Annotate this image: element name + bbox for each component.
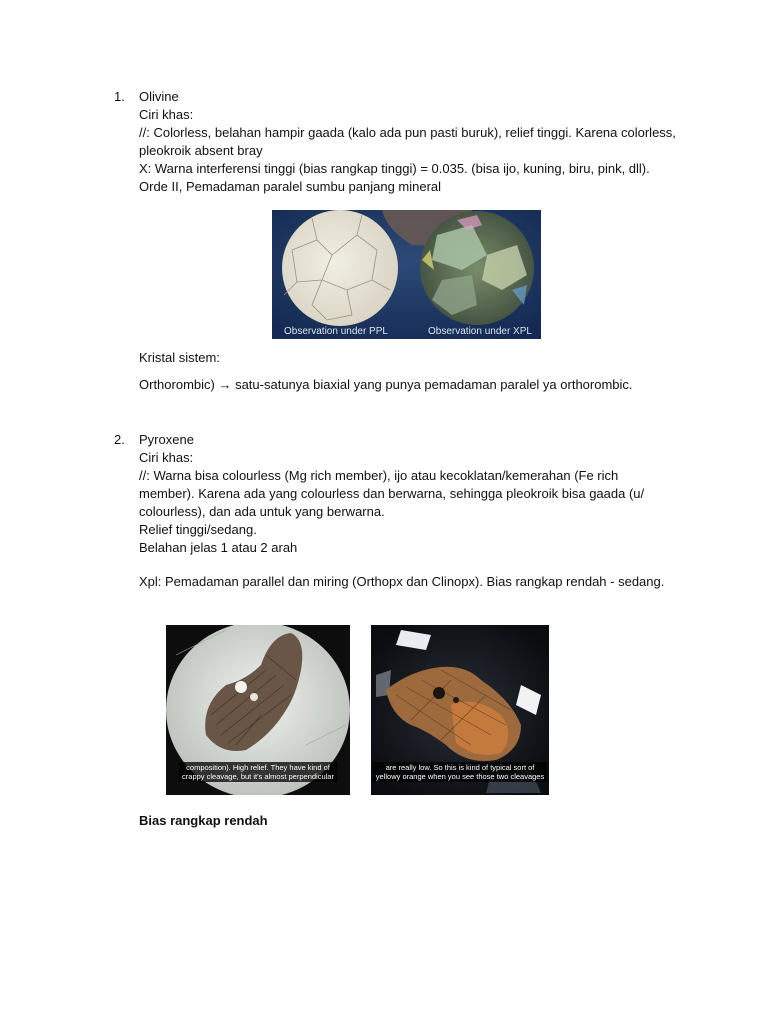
olivine-figure (272, 210, 541, 339)
ciri-label: Ciri khas: (139, 450, 194, 465)
caption-ppl: Observation under PPL (284, 326, 388, 337)
olivine-micrograph (272, 210, 541, 339)
video-subtitle-right (373, 762, 547, 782)
pyroxene-text-line: Relief tinggi/sedang. (139, 522, 257, 537)
olivine-text-line: pleokroik absent bray (139, 143, 263, 158)
pyroxene-xpl-image (371, 625, 549, 795)
xpl-text: Xpl: Pemadaman parallel dan miring (Orthopx dan Clinopx). Bias rangkap rendah - sedang. (139, 574, 665, 589)
pyroxene-text-line: Belahan jelas 1 atau 2 arah (139, 540, 298, 555)
section-title-olivine: Olivine (139, 89, 179, 104)
pyroxene-ppl-image (166, 625, 350, 795)
bias-rangkap-heading: Bias rangkap rendah (139, 813, 268, 828)
video-subtitle-left (179, 762, 337, 782)
olivine-text-line: //: Colorless, belahan hampir gaada (kalo ada pun pasti buruk), relief tinggi. Karena colorless, (139, 125, 676, 140)
kristal-label: Kristal sistem: (139, 350, 220, 365)
list-number-1: 1. (114, 89, 125, 104)
subtitle-line: are really low. So this is kind of typical sort of (385, 763, 535, 772)
kristal-text: Orthorombic) → satu-satunya biaxial yang punya pemadaman paralel ya orthorombic. (139, 377, 633, 392)
subtitle-line: composition). High relief. They have kind of (186, 763, 330, 772)
section-title-pyroxene: Pyroxene (139, 432, 194, 447)
pyroxene-text-line: //: Warna bisa colourless (Mg rich member), ijo atau kecoklatan/kemerahan (Fe rich (139, 468, 619, 483)
pyroxene-text-line: colourless), dan ada untuk yang berwarna. (139, 504, 385, 519)
subtitle-line: yellowy orange when you see those two cleavages (375, 772, 545, 781)
olivine-text-line: X: Warna interferensi tinggi (bias rangkap tinggi) = 0.035. (bisa ijo, kuning, biru, pink, dll). (139, 161, 650, 176)
olivine-text-line: Orde II, Pemadaman paralel sumbu panjang mineral (139, 179, 442, 194)
ciri-label: Ciri khas: (139, 107, 194, 122)
caption-xpl: Observation under XPL (428, 326, 532, 337)
pyroxene-text-line: member). Karena ada yang colourless dan berwarna, sehingga pleokroik bisa gaada (u/ (139, 486, 645, 501)
subtitle-line: crappy cleavage, but it's almost perpendicular (182, 772, 334, 781)
list-number-2: 2. (114, 432, 125, 447)
